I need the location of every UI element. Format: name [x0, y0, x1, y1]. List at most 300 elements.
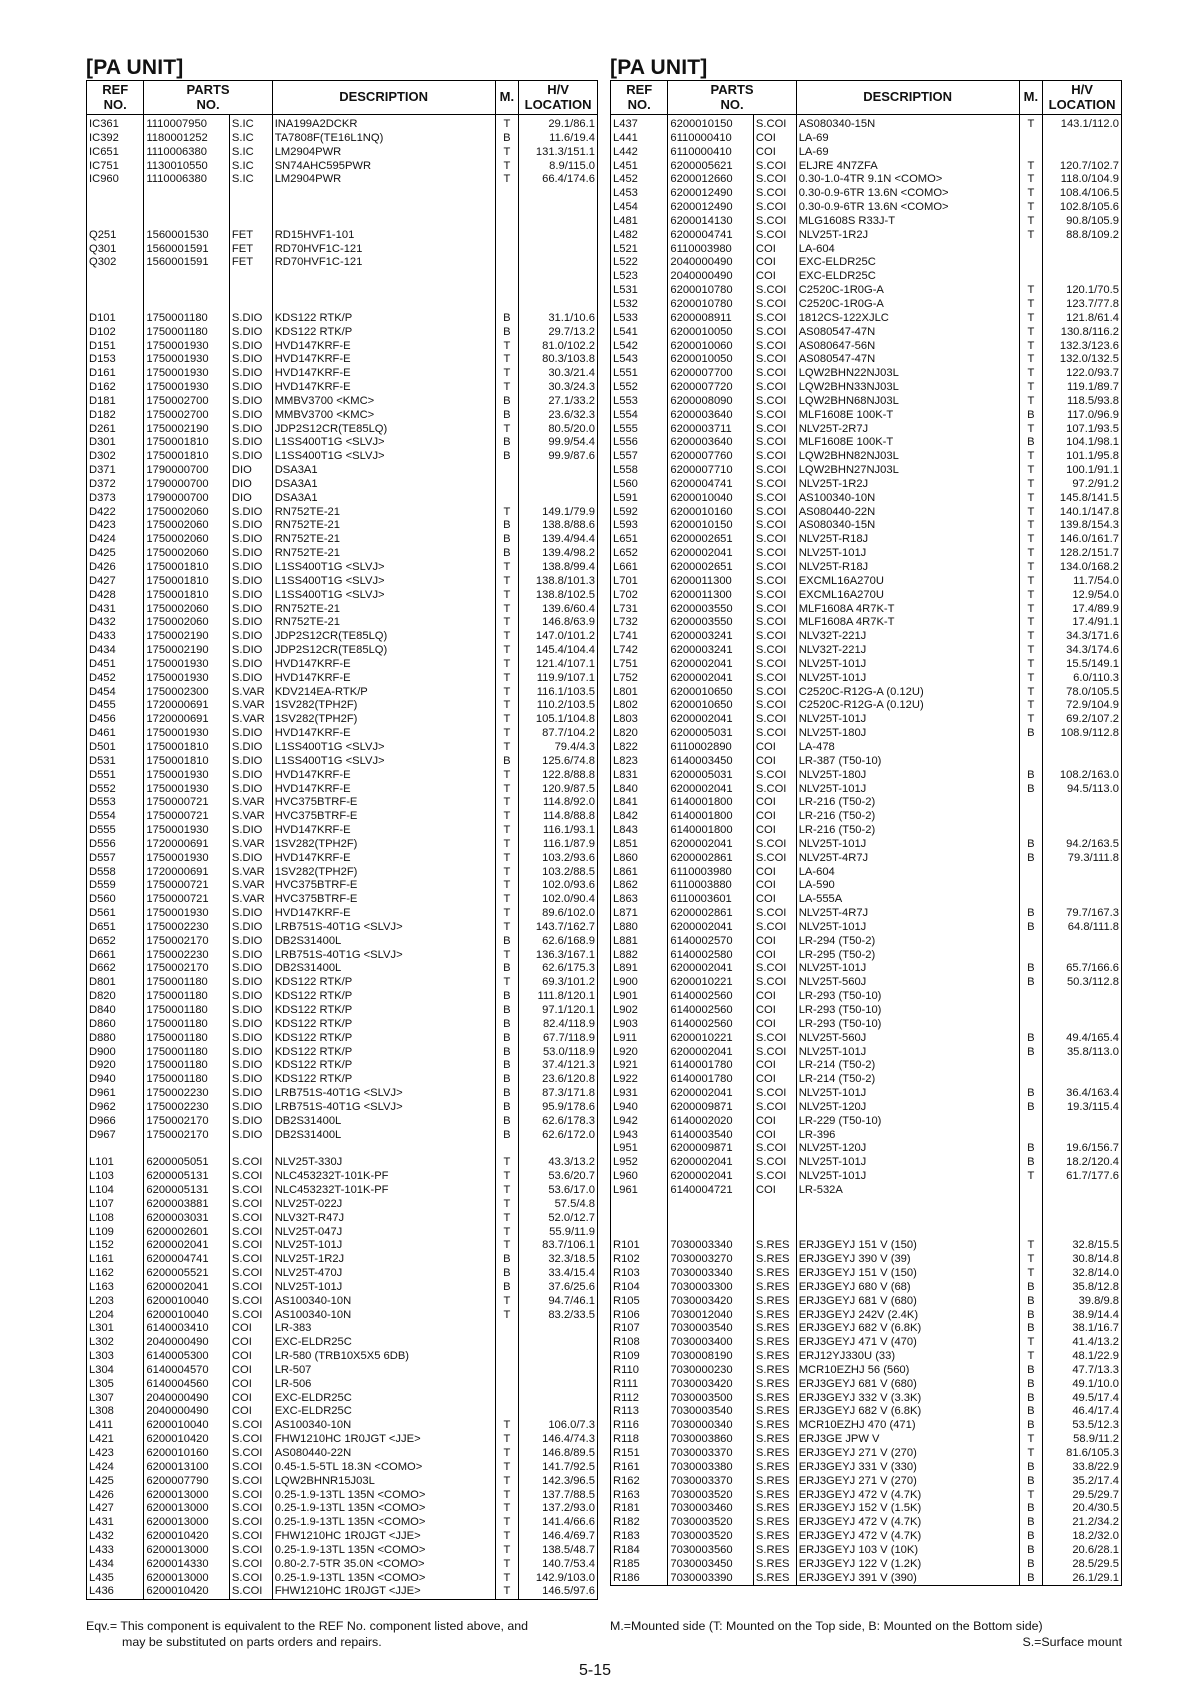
- ref-no-cell: D162: [87, 381, 144, 395]
- hv-location-cell: 33.4/15.4: [519, 1267, 598, 1281]
- description-cell: LR-507: [272, 1364, 495, 1378]
- table-row: [87, 1170, 598, 1184]
- mounted-side-cell: B: [1019, 1572, 1043, 1586]
- table-row: [611, 201, 1122, 215]
- ref-no-cell: L532: [611, 298, 668, 312]
- description-cell: [272, 270, 495, 284]
- hv-location-cell: 140.7/53.4: [519, 1558, 598, 1572]
- ref-no-cell: D422: [87, 506, 144, 520]
- part-type-cell: S.COI: [753, 1156, 796, 1170]
- ref-no-cell: D452: [87, 672, 144, 686]
- table-row: [87, 893, 598, 907]
- mounted-side-cell: [495, 298, 519, 312]
- ref-no-cell: D423: [87, 519, 144, 533]
- description-cell: NLV25T-101J: [796, 1087, 1019, 1101]
- hv-location-cell: 107.1/93.5: [1043, 423, 1122, 437]
- ref-no-cell: L591: [611, 492, 668, 506]
- description-cell: 0.30-0.9-6TR 13.6N <COMO>: [796, 201, 1019, 215]
- description-cell: NLV25T-560J: [796, 1032, 1019, 1046]
- mounted-side-cell: T: [495, 1558, 519, 1572]
- mounted-side-cell: [1019, 893, 1043, 907]
- table-row: [611, 1184, 1122, 1198]
- mounted-side-cell: T: [495, 589, 519, 603]
- hv-location-cell: 139.8/154.3: [1043, 519, 1122, 533]
- table-row: [611, 519, 1122, 533]
- part-type-cell: S.COI: [753, 409, 796, 423]
- mounted-side-cell: T: [495, 1585, 519, 1599]
- mounted-side-cell: T: [495, 893, 519, 907]
- mounted-side-cell: T: [1019, 547, 1043, 561]
- ref-no-cell: D455: [87, 699, 144, 713]
- mounted-side-cell: B: [495, 990, 519, 1004]
- table-row: [611, 506, 1122, 520]
- table-row: [611, 115, 1122, 132]
- ref-no-cell: D301: [87, 436, 144, 450]
- ref-no-cell: L307: [87, 1392, 144, 1406]
- hv-location-cell: 61.7/177.6: [1043, 1170, 1122, 1184]
- ref-no-cell: L482: [611, 229, 668, 243]
- ref-no-cell: L427: [87, 1502, 144, 1516]
- description-cell: NLV25T-470J: [272, 1267, 495, 1281]
- description-cell: NLV25T-4R7J: [796, 852, 1019, 866]
- description-cell: EXCML16A270U: [796, 589, 1019, 603]
- ref-no-cell: R182: [611, 1516, 668, 1530]
- ref-no-cell: [611, 1226, 668, 1240]
- hv-location-cell: 136.3/167.1: [519, 949, 598, 963]
- mounted-side-cell: T: [1019, 630, 1043, 644]
- parts-no-cell: 1750001930: [144, 367, 230, 381]
- ref-no-cell: D820: [87, 990, 144, 1004]
- description-cell: RD15HVF1-101: [272, 229, 495, 243]
- hv-location-cell: 132.3/123.6: [1043, 340, 1122, 354]
- ref-no-cell: L163: [87, 1281, 144, 1295]
- mounted-side-cell: [495, 1322, 519, 1336]
- ref-no-cell: L552: [611, 381, 668, 395]
- table-row: [87, 838, 598, 852]
- part-type-cell: S.COI: [753, 769, 796, 783]
- hv-location-cell: 137.2/93.0: [519, 1502, 598, 1516]
- parts-no-cell: 7030012040: [668, 1309, 754, 1323]
- description-cell: RN752TE-21: [272, 506, 495, 520]
- mounted-side-cell: B: [495, 326, 519, 340]
- part-type-cell: S.VAR: [229, 879, 272, 893]
- parts-no-cell: 6200013000: [144, 1516, 230, 1530]
- description-cell: LQW2BHN27NJ03L: [796, 464, 1019, 478]
- description-cell: ERJ3GEYJ 151 V (150): [796, 1239, 1019, 1253]
- ref-no-cell: L454: [611, 201, 668, 215]
- parts-no-cell: 6140002570: [668, 935, 754, 949]
- table-row: [87, 492, 598, 506]
- hv-location-cell: 121.4/107.1: [519, 658, 598, 672]
- part-type-cell: S.COI: [753, 173, 796, 187]
- mounted-side-cell: B: [1019, 1502, 1043, 1516]
- parts-no-cell: 6200003241: [668, 644, 754, 658]
- mounted-side-cell: T: [495, 1198, 519, 1212]
- part-type-cell: S.COI: [753, 381, 796, 395]
- mounted-side-cell: B: [495, 1046, 519, 1060]
- mounted-side-cell: T: [1019, 1239, 1043, 1253]
- table-row: [87, 879, 598, 893]
- parts-no-cell: 6140001780: [668, 1059, 754, 1073]
- description-cell: DB2S31400L: [272, 1115, 495, 1129]
- description-cell: LR-396: [796, 1129, 1019, 1143]
- table-row: [87, 1502, 598, 1516]
- ref-no-cell: R101: [611, 1239, 668, 1253]
- mounted-side-cell: B: [1019, 1558, 1043, 1572]
- part-type-cell: S.DIO: [229, 1046, 272, 1060]
- header-parts-no: PARTS NO.: [144, 81, 272, 115]
- spacer-row: [611, 1226, 1122, 1240]
- table-row: [87, 173, 598, 187]
- parts-no-cell: 6110003601: [668, 893, 754, 907]
- ref-no-cell: L960: [611, 1170, 668, 1184]
- hv-location-cell: 101.1/95.8: [1043, 450, 1122, 464]
- parts-no-cell: [144, 201, 230, 215]
- description-cell: EXC-ELDR25C: [272, 1336, 495, 1350]
- description-cell: L1SS400T1G <SLVJ>: [272, 450, 495, 464]
- ref-no-cell: [87, 187, 144, 201]
- hv-location-cell: 146.5/97.6: [519, 1585, 598, 1599]
- hv-location-cell: 94.2/163.5: [1043, 838, 1122, 852]
- hv-location-cell: 120.7/102.7: [1043, 160, 1122, 174]
- part-type-cell: S.DIO: [229, 353, 272, 367]
- description-cell: NLV25T-330J: [272, 1156, 495, 1170]
- mounted-side-cell: B: [1019, 769, 1043, 783]
- parts-no-cell: 7030003560: [668, 1544, 754, 1558]
- mounted-side-cell: B: [495, 1267, 519, 1281]
- description-cell: HVD147KRF-E: [272, 824, 495, 838]
- hv-location-cell: 49.4/165.4: [1043, 1032, 1122, 1046]
- part-type-cell: COI: [753, 810, 796, 824]
- hv-location-cell: 119.9/107.1: [519, 672, 598, 686]
- hv-location-cell: [1043, 270, 1122, 284]
- mounted-side-cell: B: [495, 1129, 519, 1143]
- mounted-side-cell: T: [495, 353, 519, 367]
- part-type-cell: COI: [753, 935, 796, 949]
- description-cell: JDP2S12CR(TE85LQ): [272, 644, 495, 658]
- ref-no-cell: Q251: [87, 229, 144, 243]
- ref-no-cell: L442: [611, 146, 668, 160]
- description-cell: LQW2BHN22NJ03L: [796, 367, 1019, 381]
- description-cell: KDS122 RTK/P: [272, 326, 495, 340]
- ref-no-cell: R113: [611, 1405, 668, 1419]
- ref-no-cell: R163: [611, 1489, 668, 1503]
- part-type-cell: S.COI: [753, 1087, 796, 1101]
- parts-no-cell: 6200002041: [668, 1087, 754, 1101]
- description-cell: DB2S31400L: [272, 1129, 495, 1143]
- part-type-cell: [753, 1226, 796, 1240]
- mounted-side-cell: [1019, 1004, 1043, 1018]
- ref-no-cell: D560: [87, 893, 144, 907]
- description-cell: NLC453232T-101K-PF: [272, 1184, 495, 1198]
- ref-no-cell: L533: [611, 312, 668, 326]
- description-cell: L1SS400T1G <SLVJ>: [272, 575, 495, 589]
- table-row: [87, 755, 598, 769]
- hv-location-cell: [1043, 1212, 1122, 1226]
- hv-location-cell: 104.1/98.1: [1043, 436, 1122, 450]
- mounted-side-cell: B: [495, 533, 519, 547]
- mounted-side-cell: T: [1019, 340, 1043, 354]
- mounted-side-cell: B: [495, 409, 519, 423]
- description-cell: NLV25T-4R7J: [796, 907, 1019, 921]
- mounted-side-cell: T: [495, 1226, 519, 1240]
- mounted-side-cell: T: [495, 658, 519, 672]
- ref-no-cell: [87, 1142, 144, 1156]
- ref-no-cell: [87, 284, 144, 298]
- hv-location-cell: 118.0/104.9: [1043, 173, 1122, 187]
- ref-no-cell: L901: [611, 990, 668, 1004]
- hv-location-cell: 12.9/54.0: [1043, 589, 1122, 603]
- hv-location-cell: 90.8/105.9: [1043, 215, 1122, 229]
- table-row: [87, 990, 598, 1004]
- mounted-side-cell: B: [1019, 838, 1043, 852]
- part-type-cell: S.COI: [753, 672, 796, 686]
- parts-no-cell: 1750001180: [144, 1032, 230, 1046]
- ref-no-cell: L822: [611, 741, 668, 755]
- table-row: [87, 852, 598, 866]
- parts-no-cell: 6140004570: [144, 1364, 230, 1378]
- parts-no-cell: 6200014330: [144, 1558, 230, 1572]
- hv-location-cell: 35.2/17.4: [1043, 1475, 1122, 1489]
- ref-no-cell: D557: [87, 852, 144, 866]
- description-cell: FHW1210HC 1R0JGT <JJE>: [272, 1433, 495, 1447]
- part-type-cell: S.COI: [229, 1170, 272, 1184]
- description-cell: NLV25T-101J: [796, 1046, 1019, 1060]
- mounted-side-cell: [495, 1350, 519, 1364]
- part-type-cell: S.COI: [229, 1419, 272, 1433]
- parts-no-cell: 6200002041: [144, 1239, 230, 1253]
- ref-no-cell: R162: [611, 1475, 668, 1489]
- hv-location-cell: 37.6/25.6: [519, 1281, 598, 1295]
- table-row: [611, 229, 1122, 243]
- hv-location-cell: 146.4/74.3: [519, 1433, 598, 1447]
- parts-no-cell: 6200007700: [668, 367, 754, 381]
- description-cell: C2520C-R12G-A (0.12U): [796, 686, 1019, 700]
- table-row: [611, 741, 1122, 755]
- hv-location-cell: 103.2/88.5: [519, 866, 598, 880]
- hv-location-cell: [1043, 949, 1122, 963]
- mounted-side-cell: [495, 1392, 519, 1406]
- mounted-side-cell: [1019, 810, 1043, 824]
- table-row: [87, 1101, 598, 1115]
- parts-no-cell: 6110000410: [668, 132, 754, 146]
- description-cell: JDP2S12CR(TE85LQ): [272, 423, 495, 437]
- ref-no-cell: D840: [87, 1004, 144, 1018]
- ref-no-cell: L556: [611, 436, 668, 450]
- description-cell: NLC453232T-101K-PF: [272, 1170, 495, 1184]
- parts-no-cell: 6200013000: [144, 1489, 230, 1503]
- description-cell: LQW2BHN82NJ03L: [796, 450, 1019, 464]
- parts-no-cell: 6200010221: [668, 1032, 754, 1046]
- hv-location-cell: 120.1/70.5: [1043, 284, 1122, 298]
- description-cell: HVC375BTRF-E: [272, 879, 495, 893]
- part-type-cell: S.COI: [753, 976, 796, 990]
- table-row: [87, 603, 598, 617]
- hv-location-cell: 65.7/166.6: [1043, 962, 1122, 976]
- part-type-cell: S.DIO: [229, 1129, 272, 1143]
- part-type-cell: S.DIO: [229, 340, 272, 354]
- mounted-side-cell: T: [1019, 713, 1043, 727]
- parts-no-cell: 6200002041: [668, 1170, 754, 1184]
- part-type-cell: COI: [753, 1059, 796, 1073]
- table-row: [87, 1392, 598, 1406]
- description-cell: ERJ3GEYJ 103 V (10K): [796, 1544, 1019, 1558]
- part-type-cell: [753, 1198, 796, 1212]
- table-row: [611, 1530, 1122, 1544]
- parts-table-right: [610, 80, 1122, 1586]
- hv-location-cell: [1043, 755, 1122, 769]
- table-row: [611, 1461, 1122, 1475]
- description-cell: LR-383: [272, 1322, 495, 1336]
- part-type-cell: S.VAR: [229, 810, 272, 824]
- part-type-cell: S.DIO: [229, 616, 272, 630]
- ref-no-cell: IC651: [87, 146, 144, 160]
- parts-no-cell: 6200010040: [144, 1309, 230, 1323]
- part-type-cell: S.COI: [753, 575, 796, 589]
- ref-no-cell: L880: [611, 921, 668, 935]
- part-type-cell: COI: [753, 755, 796, 769]
- description-cell: ELJRE 4N7ZFA: [796, 160, 1019, 174]
- table-row: [611, 1544, 1122, 1558]
- part-type-cell: COI: [753, 146, 796, 160]
- footnote-line: Eqv.= This component is equivalent to the REF No. component listed above, and: [86, 1619, 529, 1633]
- mounted-side-cell: T: [1019, 367, 1043, 381]
- table-row: [611, 727, 1122, 741]
- description-cell: 0.80-2.7-5TR 35.0N <COMO>: [272, 1558, 495, 1572]
- ref-no-cell: L842: [611, 810, 668, 824]
- mounted-side-cell: B: [1019, 1156, 1043, 1170]
- table-row: [611, 769, 1122, 783]
- description-cell: 0.30-0.9-6TR 13.6N <COMO>: [796, 187, 1019, 201]
- ref-no-cell: L521: [611, 243, 668, 257]
- table-row: [87, 1489, 598, 1503]
- description-cell: JDP2S12CR(TE85LQ): [272, 630, 495, 644]
- description-cell: ERJ3GEYJ 681 V (680): [796, 1295, 1019, 1309]
- mounted-side-cell: B: [1019, 1405, 1043, 1419]
- parts-no-cell: 1110006380: [144, 173, 230, 187]
- footnote-equivalent: [86, 1618, 598, 1650]
- parts-no-cell: 1750001930: [144, 381, 230, 395]
- description-cell: RN752TE-21: [272, 616, 495, 630]
- ref-no-cell: R161: [611, 1461, 668, 1475]
- mounted-side-cell: B: [495, 395, 519, 409]
- part-type-cell: S.RES: [753, 1447, 796, 1461]
- table-row: [611, 603, 1122, 617]
- parts-no-cell: 1750000721: [144, 810, 230, 824]
- part-type-cell: FET: [229, 243, 272, 257]
- mounted-side-cell: T: [1019, 298, 1043, 312]
- part-type-cell: S.RES: [753, 1433, 796, 1447]
- ref-no-cell: L555: [611, 423, 668, 437]
- mounted-side-cell: T: [1019, 381, 1043, 395]
- parts-no-cell: 6200013100: [144, 1461, 230, 1475]
- mounted-side-cell: T: [1019, 589, 1043, 603]
- section-title: [PA UNIT]: [610, 56, 708, 79]
- mounted-side-cell: T: [1019, 173, 1043, 187]
- parts-no-cell: 6200005031: [668, 769, 754, 783]
- part-type-cell: COI: [753, 879, 796, 893]
- parts-no-cell: 1750001180: [144, 312, 230, 326]
- table-row: [611, 907, 1122, 921]
- description-cell: MLF1608E 100K-T: [796, 436, 1019, 450]
- parts-no-cell: 7030003420: [668, 1295, 754, 1309]
- ref-no-cell: L741: [611, 630, 668, 644]
- hv-location-cell: [519, 1336, 598, 1350]
- mounted-side-cell: B: [495, 519, 519, 533]
- table-row: [87, 381, 598, 395]
- table-row: [87, 1461, 598, 1475]
- ref-no-cell: D373: [87, 492, 144, 506]
- part-type-cell: S.VAR: [229, 713, 272, 727]
- description-cell: MMBV3700 <KMC>: [272, 395, 495, 409]
- description-cell: LA-69: [796, 132, 1019, 146]
- parts-no-cell: [144, 270, 230, 284]
- mounted-side-cell: B: [495, 1059, 519, 1073]
- description-cell: L1SS400T1G <SLVJ>: [272, 436, 495, 450]
- table-row: [87, 1419, 598, 1433]
- ref-no-cell: L851: [611, 838, 668, 852]
- mounted-side-cell: [1019, 1198, 1043, 1212]
- part-type-cell: S.DIO: [229, 367, 272, 381]
- hv-location-cell: 18.2/120.4: [1043, 1156, 1122, 1170]
- ref-no-cell: L961: [611, 1184, 668, 1198]
- hv-location-cell: 38.1/16.7: [1043, 1322, 1122, 1336]
- table-row: [87, 1475, 598, 1489]
- description-cell: NLV25T-2R7J: [796, 423, 1019, 437]
- part-type-cell: S.COI: [753, 727, 796, 741]
- mounted-side-cell: [1019, 1212, 1043, 1226]
- description-cell: AS080647-56N: [796, 340, 1019, 354]
- ref-no-cell: L560: [611, 478, 668, 492]
- hv-location-cell: 105.1/104.8: [519, 713, 598, 727]
- part-type-cell: S.COI: [753, 298, 796, 312]
- table-row: [87, 1336, 598, 1350]
- ref-no-cell: L882: [611, 949, 668, 963]
- header-ref-no: REF NO.: [87, 81, 144, 115]
- mounted-side-cell: T: [495, 561, 519, 575]
- table-row: [611, 1018, 1122, 1032]
- ref-no-cell: R103: [611, 1267, 668, 1281]
- hv-location-cell: 97.1/120.1: [519, 1004, 598, 1018]
- mounted-side-cell: B: [495, 132, 519, 146]
- hv-location-cell: 102.0/90.4: [519, 893, 598, 907]
- hv-location-cell: 33.8/22.9: [1043, 1461, 1122, 1475]
- table-row: [87, 506, 598, 520]
- ref-no-cell: L921: [611, 1059, 668, 1073]
- description-cell: ERJ3GEYJ 390 V (39): [796, 1253, 1019, 1267]
- parts-no-cell: 6200010420: [144, 1530, 230, 1544]
- description-cell: AS080340-15N: [796, 519, 1019, 533]
- parts-no-cell: 1560001591: [144, 243, 230, 257]
- description-cell: DB2S31400L: [272, 962, 495, 976]
- parts-no-cell: 1750001180: [144, 990, 230, 1004]
- description-cell: HVD147KRF-E: [272, 907, 495, 921]
- description-cell: ERJ3GEYJ 332 V (3.3K): [796, 1392, 1019, 1406]
- part-type-cell: S.COI: [229, 1558, 272, 1572]
- part-type-cell: S.COI: [753, 713, 796, 727]
- mounted-side-cell: T: [495, 1475, 519, 1489]
- parts-no-cell: 6200007710: [668, 464, 754, 478]
- ref-no-cell: D801: [87, 976, 144, 990]
- description-cell: TA7808F(TE16L1NQ): [272, 132, 495, 146]
- parts-no-cell: 1750001930: [144, 824, 230, 838]
- description-cell: EXC-ELDR25C: [272, 1405, 495, 1419]
- mounted-side-cell: T: [495, 713, 519, 727]
- spacer-row: [87, 298, 598, 312]
- parts-no-cell: 6110003980: [668, 243, 754, 257]
- description-cell: LR-387 (T50-10): [796, 755, 1019, 769]
- table-row: [611, 783, 1122, 797]
